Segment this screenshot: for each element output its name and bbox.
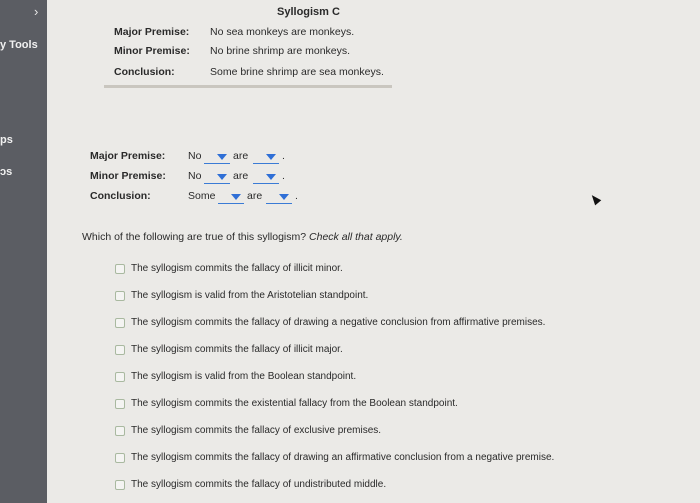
conclusion-value: Some brine shrimp are sea monkeys. xyxy=(210,66,384,78)
minor-predicate-dropdown[interactable] xyxy=(253,171,279,184)
syllogism-title: Syllogism C xyxy=(277,6,340,18)
dropdown-arrow-icon xyxy=(217,174,227,180)
major-premise-label: Major Premise: xyxy=(114,26,190,38)
checkbox[interactable] xyxy=(115,318,125,328)
checkbox[interactable] xyxy=(115,399,125,409)
option-label: The syllogism commits the fallacy of illicit minor. xyxy=(131,263,343,274)
option-label: The syllogism commits the fallacy of drawing a negative conclusion from affirmative premises. xyxy=(131,317,546,328)
conclusion-predicate-dropdown[interactable] xyxy=(266,191,292,204)
sidebar-item-tools[interactable]: y Tools xyxy=(0,39,38,51)
option-label: The syllogism commits the fallacy of illicit major. xyxy=(131,344,343,355)
left-sidebar xyxy=(0,0,47,503)
mouse-cursor-icon xyxy=(589,193,602,206)
option-label: The syllogism commits the existential fallacy from the Boolean standpoint. xyxy=(131,398,458,409)
option-label: The syllogism commits the fallacy of exclusive premises. xyxy=(131,425,382,436)
form-major-end: . xyxy=(282,150,285,162)
dropdown-arrow-icon xyxy=(231,194,241,200)
question-text: Which of the following are true of this syllogism? xyxy=(82,231,307,243)
form-minor-quantifier: No xyxy=(188,170,202,182)
form-conclusion-end: . xyxy=(295,190,298,202)
checkbox[interactable] xyxy=(115,480,125,490)
question-prompt xyxy=(82,231,403,243)
main-content xyxy=(47,0,700,503)
card-divider xyxy=(104,85,392,88)
syllogism-card xyxy=(104,0,392,90)
form-minor-end: . xyxy=(282,170,285,182)
form-conclusion-label: Conclusion: xyxy=(90,190,151,202)
minor-premise-value: No brine shrimp are monkeys. xyxy=(210,45,351,57)
form-conclusion-copula: are xyxy=(247,190,263,202)
conclusion-subject-dropdown[interactable] xyxy=(218,191,244,204)
checkbox[interactable] xyxy=(115,264,125,274)
dropdown-arrow-icon xyxy=(266,154,276,160)
major-premise-value: No sea monkeys are monkeys. xyxy=(210,26,355,38)
minor-subject-dropdown[interactable] xyxy=(204,171,230,184)
checkbox[interactable] xyxy=(115,345,125,355)
conclusion-label: Conclusion: xyxy=(114,66,175,78)
dropdown-arrow-icon xyxy=(217,154,227,160)
checkbox[interactable] xyxy=(115,426,125,436)
checkbox[interactable] xyxy=(115,453,125,463)
form-minor-label: Minor Premise: xyxy=(90,170,166,182)
option-label: The syllogism is valid from the Boolean standpoint. xyxy=(131,371,357,382)
form-minor-copula: are xyxy=(233,170,249,182)
dropdown-arrow-icon xyxy=(266,174,276,180)
option-label: The syllogism is valid from the Aristotelian standpoint. xyxy=(131,290,369,301)
sidebar-item-os[interactable]: ɔs xyxy=(0,166,13,178)
major-subject-dropdown[interactable] xyxy=(204,151,230,164)
form-major-quantifier: No xyxy=(188,150,202,162)
minor-premise-label: Minor Premise: xyxy=(114,45,190,57)
option-label: The syllogism commits the fallacy of drawing an affirmative conclusion from a negative premise. xyxy=(131,452,555,463)
dropdown-arrow-icon xyxy=(279,194,289,200)
major-predicate-dropdown[interactable] xyxy=(253,151,279,164)
sidebar-item-ps[interactable]: ps xyxy=(0,134,13,146)
checkbox[interactable] xyxy=(115,372,125,382)
form-conclusion-quantifier: Some xyxy=(188,190,216,202)
form-major-label: Major Premise: xyxy=(90,150,166,162)
question-instruction: Check all that apply. xyxy=(309,231,403,243)
chevron-right-icon[interactable]: › xyxy=(34,4,39,19)
form-major-copula: are xyxy=(233,150,249,162)
checkbox[interactable] xyxy=(115,291,125,301)
option-label: The syllogism commits the fallacy of undistributed middle. xyxy=(131,479,387,490)
